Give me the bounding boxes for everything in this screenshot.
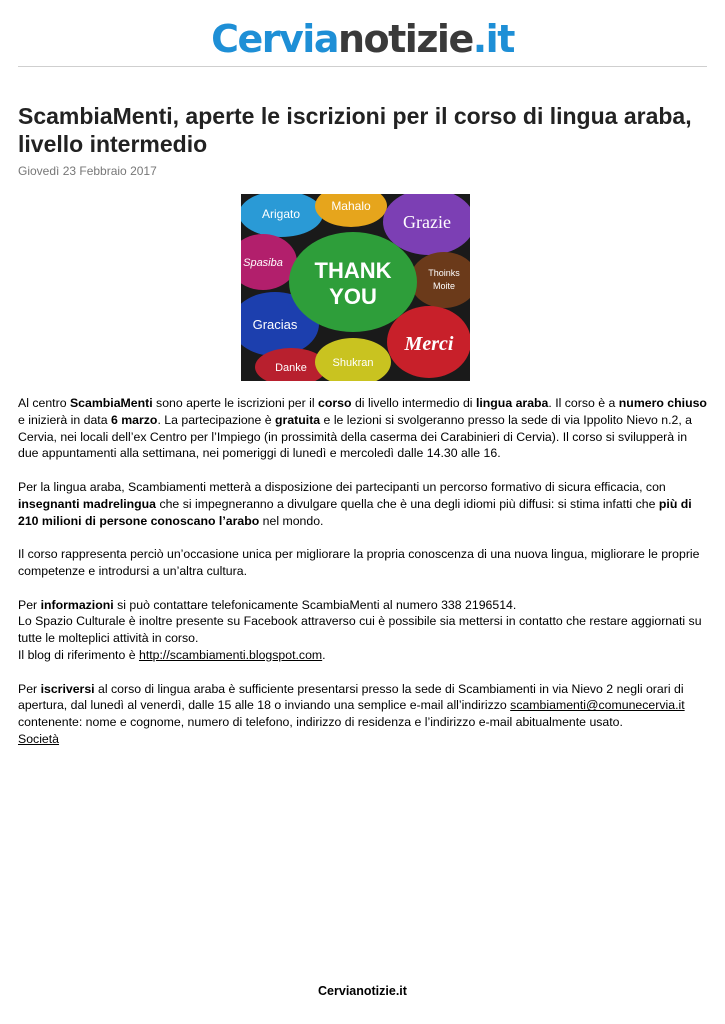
masthead — [0, 14, 725, 64]
bubble-spasiba-label: Spasiba — [243, 257, 283, 269]
bubble-moite-label: Moite — [432, 281, 456, 291]
blog-link[interactable]: http://scambiamenti.blogspot.com — [138, 647, 323, 662]
category-link[interactable]: Società — [18, 731, 60, 746]
logo-part-cervia: Cervia — [211, 17, 338, 61]
paragraph-info: Per informazioni si può contattare telefonicamente ScambiaMenti al numero 338 2196514. Lo Spazio Culturale è inoltre presente su Facebook attraverso cui è possibile sia mettersi in contatto che restare aggiornati su tutte le molteplici attività in corso. Il blog di riferimento è http://scambiamenti.blogspot.com. — [18, 597, 702, 662]
article-body — [18, 395, 708, 748]
footer-site-name: Cervianotizie.it — [318, 984, 407, 998]
bubble-thank-label: THANK — [314, 258, 392, 283]
bubble-arigato-label: Arigato — [261, 207, 301, 221]
site-logo[interactable] — [211, 14, 514, 64]
bubble-you-label: YOU — [329, 284, 377, 309]
paragraph-teachers: Per la lingua araba, Scambiamenti metterà a disposizione dei partecipanti un percorso formativo di sicura efficacia, con insegnanti madrelingua che si impegneranno a divulgare quella che è una degli idiomi più diffusi: si stima infatti che più di 210 milioni di persone conoscano l’arabo nel mondo. — [18, 479, 692, 528]
bubble-shukran-label: Shukran — [332, 357, 374, 369]
email-link[interactable]: scambiamenti@comunecervia.it — [510, 698, 685, 713]
bubble-mahalo-label: Mahalo — [331, 199, 371, 213]
bubble-merci-label: Merci — [404, 333, 454, 355]
bubble-gracias-label: Gracias — [252, 317, 298, 332]
paragraph-intro: Al centro ScambiaMenti sono aperte le iscrizioni per il corso di livello intermedio di lingua araba. Il corso è a numero chiuso e inizierà in data 6 marzo. La partecipazione è gratuita e le lezioni si svolgeranno presso la sede di via Ippolito Nievo n.2, a Cervia, nei locali dell’ex Centro per l’Impiego (in prossimità della caserma dei Carabinieri di Cervia). Il corso si svilupperà in due appuntamenti alla settimana, nei pomeriggi di lunedì e mercoledì dalle 14.30 alle 16. — [18, 396, 707, 461]
logo-part-tld: .it — [472, 17, 514, 61]
logo-part-notizie: notizie — [337, 17, 473, 61]
article-date: Giovedì 23 Febbraio 2017 — [18, 164, 157, 178]
paragraph-signup: Per iscriversi al corso di lingua araba è sufficiente presentarsi presso la sede di Scambiamenti in via Nievo 2 negli orari di apertura, dal lunedì al venerdì, dalle 15 alle 18 o inviando una semplice e-mail all’indirizzo scambiamenti@comunecervia.it contenente: nome e cognome, numero di telefono, indirizzo di residenza e l’indirizzo e-mail abitualmente usato. — [18, 681, 685, 730]
bubble-danke-label: Danke — [275, 362, 307, 374]
paragraph-opportunity: Il corso rappresenta perciò un’occasione unica per migliorare la propria conoscenza di una nuova lingua, migliorare le proprie competenze e introdursi a un’altra cultura. — [18, 547, 700, 578]
bubble-thoinks-label: Thoinks — [428, 268, 460, 278]
header-divider — [18, 66, 707, 67]
bubble-grazie-label: Grazie — [403, 212, 451, 232]
article-image — [241, 194, 470, 381]
article-title: ScambiaMenti, aperte le iscrizioni per il corso di lingua araba, livello intermedio — [18, 103, 692, 157]
